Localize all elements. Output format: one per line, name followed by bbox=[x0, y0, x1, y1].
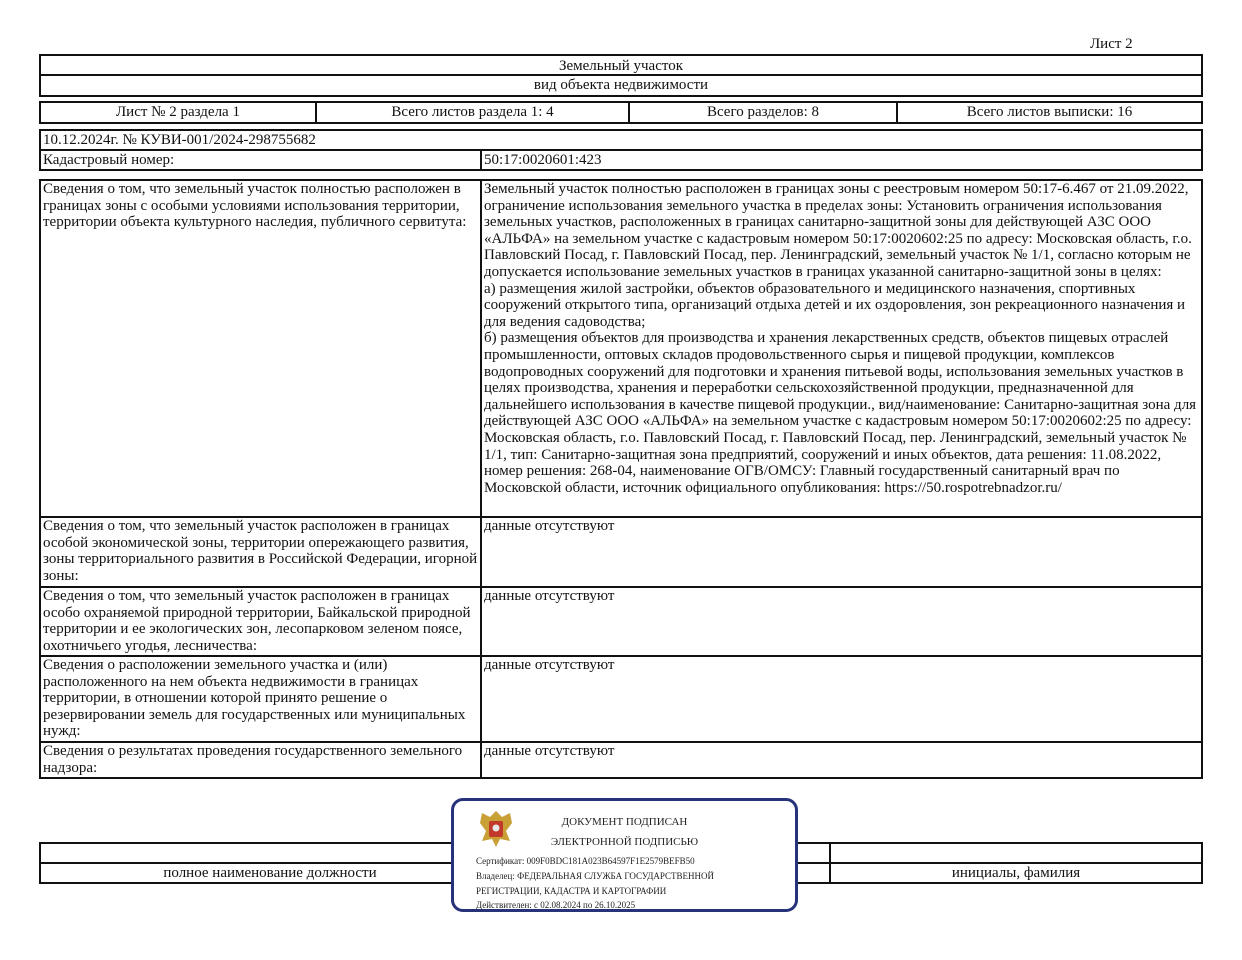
object-type-title: Земельный участок bbox=[39, 54, 1203, 76]
cadastral-number-value: 50:17:0020601:423 bbox=[481, 150, 1202, 170]
stamp-owner-line1: Владелец: ФЕДЕРАЛЬНАЯ СЛУЖБА ГОСУДАРСТВЕННОЙ bbox=[476, 871, 715, 881]
sheet-counts-table bbox=[39, 101, 1203, 124]
table-row bbox=[40, 517, 1202, 587]
total-sheets-section-cell: Всего листов раздела 1: 4 bbox=[316, 102, 629, 123]
row-value: данные отсутствуют bbox=[481, 517, 1202, 587]
table-row bbox=[40, 587, 1202, 656]
stamp-title-line2: ЭЛЕКТРОННОЙ ПОДПИСЬЮ bbox=[550, 836, 699, 848]
table-row bbox=[40, 742, 1202, 778]
cadastral-number-label: Кадастровый номер: bbox=[40, 150, 481, 170]
row-value: данные отсутствуют bbox=[481, 742, 1202, 778]
row-label: Сведения о том, что земельный участок расположен в границах особо охраняемой природной территории, Байкальской природной территории и ее экологических зон, лесопарковом зеленом поясе, охотничьего угодья, лесничества: bbox=[40, 587, 481, 656]
row-label: Сведения о расположении земельного участка и (или) расположенного на нем объекта недвижимости в границах территории, в отношении которой принято решение о резервировании земель для государственных или муниципальных нужд: bbox=[40, 656, 481, 742]
document-reference: 10.12.2024г. № КУВИ-001/2024-298755682 bbox=[40, 130, 1202, 150]
stamp-owner-line2: РЕГИСТРАЦИИ, КАДАСТРА И КАРТОГРАФИИ bbox=[476, 886, 667, 896]
sheet-of-section-cell: Лист № 2 раздела 1 bbox=[40, 102, 316, 123]
sheet-number-label: Лист 2 bbox=[1090, 36, 1133, 52]
stamp-title-line1: ДОКУМЕНТ ПОДПИСАН bbox=[561, 816, 688, 828]
position-caption: полное наименование должности bbox=[40, 863, 500, 883]
stamp-validity: Действителен: с 02.08.2024 по 26.10.2025 bbox=[476, 900, 636, 910]
name-caption: инициалы, фамилия bbox=[830, 863, 1202, 883]
document-header-table bbox=[39, 129, 1203, 171]
encumbrance-info-table bbox=[39, 179, 1203, 779]
table-row bbox=[40, 656, 1202, 742]
row-value: данные отсутствуют bbox=[481, 656, 1202, 742]
total-sheets-extract-cell: Всего листов выписки: 16 bbox=[897, 102, 1202, 123]
table-row bbox=[40, 180, 1202, 517]
total-sections-cell: Всего разделов: 8 bbox=[629, 102, 897, 123]
row-value: данные отсутствуют bbox=[481, 587, 1202, 656]
row-label: Сведения о том, что земельный участок расположен в границах особой экономической зоны, территории опережающего развития, зоны территориального развития в Российской Федерации, игорной зоны: bbox=[40, 517, 481, 587]
electronic-signature-stamp bbox=[451, 798, 798, 912]
row-label: Сведения о том, что земельный участок полностью расположен в границах зоны с особыми условиями использования территории, территории объекта культурного наследия, публичного сервитута: bbox=[40, 180, 481, 517]
row-value: Земельный участок полностью расположен в границах зоны с реестровым номером 50:17-6.467 от 21.09.2022, ограничение использования земельного участка в пределах зоны: Установить ограничения использования земельных участков, расположенных в границах санитарно-защитной зоны для действующей АЗС ООО «АЛЬФА» на земельном участке с кадастровым номером 50:17:0020602:25 по адресу: Московская область, г.о. Павловский Посад, г. Павловский Посад, пер. Ленинградский, земельный участок № 1/1, согласно которым не допускается использование земельных участков в границах указанной санитарно-защитной зоны в целях: а) размещения жилой застройки, объектов образовательного и медицинского назначения, спортивных сооружений открытого типа, организаций отдыха детей и их оздоровления, зон рекреационного назначения и для ведения садоводства; б) размещения объектов для производства и хранения лекарственных средств, объектов пищевых отраслей промышленности, оптовых складов продовольственного сырья и пищевой продукции, комплексов водопроводных сооружений для подготовки и хранения питьевой воды, использования земельных участков в целях производства, хранения и переработки сельскохозяйственной продукции, предназначенной для дальнейшего использования в качестве пищевой продукции., вид/наименование: Санитарно-защитная зона для действующей АЗС ООО «АЛЬФА» на земельном участке с кадастровым номером 50:17:0020602:25 по адресу: Московская область, г.о. Павловский Посад, г. Павловский Посад, пер. Ленинградский, земельный участок № 1/1, тип: Санитарно-защитная зона предприятий, сооружений и иных объектов, дата решения: 11.08.2022, номер решения: 268-04, наименование ОГВ/ОМСУ: Главный государственный санитарный врач по Московской области, источник официального опубликования: https://50.rospotrebnadzor.ru/ bbox=[481, 180, 1202, 517]
stamp-certificate: Сертификат: 009F0BDC181A023B64597F1E2579BEFB50 bbox=[476, 856, 695, 866]
row-label: Сведения о результатах проведения государственного земельного надзора: bbox=[40, 742, 481, 778]
object-type-caption: вид объекта недвижимости bbox=[39, 75, 1203, 97]
